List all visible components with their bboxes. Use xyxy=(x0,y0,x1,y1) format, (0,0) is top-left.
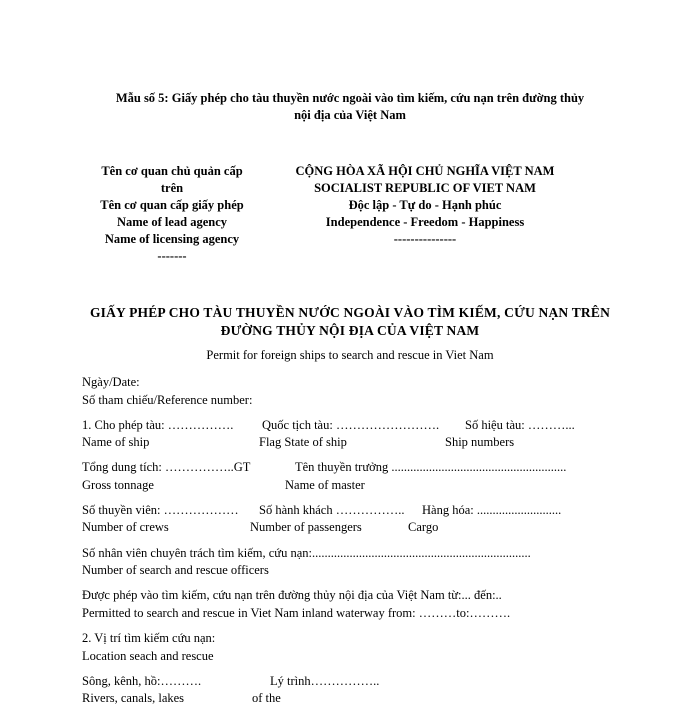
master-name-en: Name of master xyxy=(285,478,365,492)
issuer-line3: Tên cơ quan cấp giấy phép xyxy=(100,198,244,212)
motto-line2: SOCIALIST REPUBLIC OF VIET NAM xyxy=(314,181,536,195)
passenger-count-en: Number of passengers xyxy=(250,520,362,534)
crew-count-field: Số thuyền viên: ……………… xyxy=(82,503,239,517)
reference-label: Số tham chiếu/Reference number: xyxy=(82,393,253,407)
officers-en: Number of search and rescue officers xyxy=(82,563,269,577)
flag-state-en: Flag State of ship xyxy=(259,435,347,449)
motto-line5: --------------- xyxy=(393,232,457,246)
date-label: Ngày/Date: xyxy=(82,375,140,389)
permitted-period-en: Permitted to search and rescue in Viet Nam inland waterway from: ………to:………. xyxy=(82,606,511,620)
location-label: 2. Vị trí tìm kiếm cứu nạn: xyxy=(82,631,216,645)
officers-field: Số nhân viên chuyên trách tìm kiếm, cứu nạn:...................................................................... xyxy=(82,546,531,560)
issuer-line1: Tên cơ quan chủ quản cấp xyxy=(101,164,243,178)
permitted-period-field: Được phép vào tìm kiếm, cứu nạn trên đường thủy nội địa của Việt Nam từ:... đến:.. xyxy=(82,588,502,602)
location-en: Location seach and rescue xyxy=(82,649,214,663)
motto-line4: Independence - Freedom - Happiness xyxy=(325,215,525,229)
ship-number-field: Số hiệu tàu: ………... xyxy=(465,418,575,432)
distance-en: of the xyxy=(252,691,281,705)
permit-title-line2: ĐƯỜNG THỦY NỘI ĐỊA CỦA VIỆT NAM xyxy=(220,323,480,338)
form-title-line1: Mẫu số 5: Giấy phép cho tàu thuyền nước ngoài vào tìm kiếm, cứu nạn trên đường thủy xyxy=(115,91,585,105)
rivers-en: Rivers, canals, lakes xyxy=(82,691,185,705)
permit-title-line1: GIẤY PHÉP CHO TÀU THUYỀN NƯỚC NGOÀI VÀO TÌM KIẾM, CỨU NẠN TRÊN xyxy=(89,305,611,320)
cargo-field: Hàng hóa: ........................... xyxy=(422,503,562,517)
issuer-line4: Name of lead agency xyxy=(116,215,228,229)
issuer-line2: trên xyxy=(160,181,184,195)
ship-name-en: Name of ship xyxy=(82,435,150,449)
form-title-line2: nội địa của Việt Nam xyxy=(294,108,406,122)
motto-line3: Độc lập - Tự do - Hạnh phúc xyxy=(348,198,502,212)
issuer-block xyxy=(82,163,262,265)
permit-subtitle: Permit for foreign ships to search and rescue in Viet Nam xyxy=(206,348,494,362)
distance-field: Lý trình…………….. xyxy=(270,674,380,688)
gross-tonnage-en: Gross tonnage xyxy=(82,478,154,492)
motto-line1: CỘNG HÒA XÃ HỘI CHỦ NGHĨA VIỆT NAM xyxy=(295,164,555,178)
rivers-field: Sông, kênh, hồ:………. xyxy=(82,674,202,688)
flag-state-field: Quốc tịch tàu: ……………………. xyxy=(262,418,440,432)
master-name-field: Tên thuyền trưởng ........................................................ xyxy=(295,460,567,474)
cargo-en: Cargo xyxy=(408,520,439,534)
motto-block xyxy=(290,163,560,248)
passenger-count-field: Số hành khách …………….. xyxy=(259,503,405,517)
permit-title xyxy=(70,304,630,340)
issuer-line6: ------- xyxy=(157,249,187,263)
crew-count-en: Number of crews xyxy=(82,520,169,534)
issuer-line5: Name of licensing agency xyxy=(104,232,240,246)
form-title xyxy=(60,90,640,124)
ship-number-en: Ship numbers xyxy=(445,435,515,449)
ship-name-field: 1. Cho phép tàu: ……………. xyxy=(82,418,234,432)
gross-tonnage-field: Tổng dung tích: ……………..GT xyxy=(82,460,251,474)
